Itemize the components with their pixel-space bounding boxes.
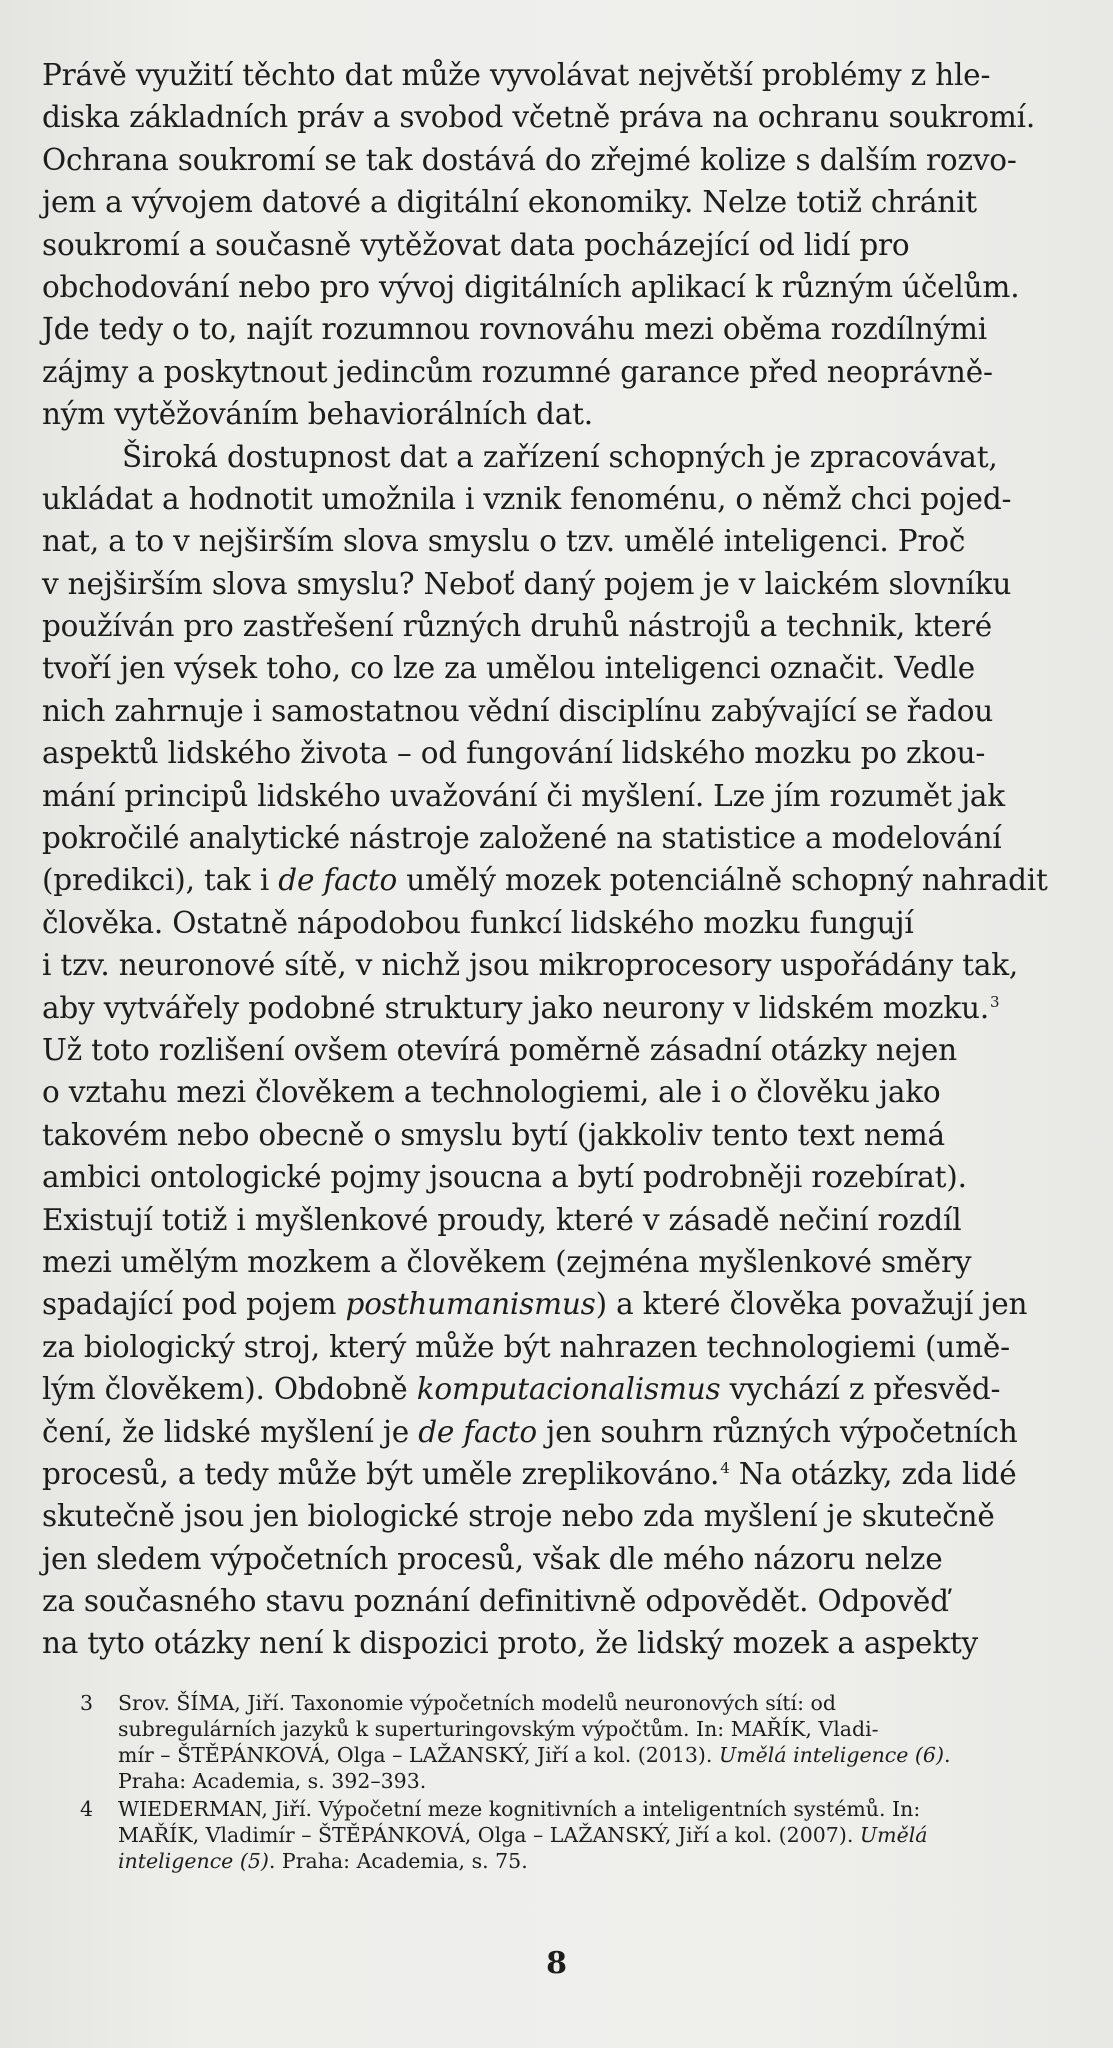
text-line: nich zahrnuje i samostatnou vědní disciplínu zabývající se řadou	[42, 693, 994, 728]
text-line: jem a vývojem datové a digitální ekonomiky. Nelze totiž chránit	[42, 185, 977, 220]
text-line	[42, 1453, 1052, 1495]
footnote-ref-4[interactable]: 4	[720, 1458, 730, 1477]
text-line	[42, 987, 1052, 1029]
footnote-line: Praha: Academia, s. 392–393.	[118, 1769, 427, 1793]
text-line	[42, 1411, 1052, 1453]
italic-term: komputacionalismus	[416, 1372, 721, 1407]
footnote-4	[80, 1796, 1040, 1874]
footnote-3	[80, 1690, 1040, 1794]
page-number: 8	[546, 1946, 567, 1981]
text-line: člověka. Ostatně nápodobou funkcí lidského mozku fungují	[42, 905, 914, 940]
text-run: čení, že lidské myšlení je	[42, 1414, 419, 1449]
text-line	[42, 1283, 1052, 1325]
italic-title: inteligence (5)	[118, 1849, 269, 1873]
text-line: zájmy a poskytnout jedincům rozumné garance před neoprávně-	[42, 354, 993, 389]
text-line: obchodování nebo pro vývoj digitálních aplikací k různým účelům.	[42, 269, 1020, 304]
text-line: Právě využití těchto dat může vyvolávat největší problémy z hle-	[42, 58, 991, 92]
text-line: mezi umělým mozkem a člověkem (zejména myšlenkové směry	[42, 1244, 972, 1279]
text-line	[42, 1368, 1052, 1410]
text-run: mír – ŠTĚPÁNKOVÁ, Olga – LAŽANSKÝ, Jiří a kol. (2013).	[118, 1743, 719, 1767]
text-line: za současného stavu poznání definitivně odpovědět. Odpověď	[42, 1584, 949, 1619]
text-line: Ochrana soukromí se tak dostává do zřejmé kolize s dalším rozvo-	[42, 142, 1017, 177]
footnote-number: 3	[80, 1691, 94, 1715]
text-run: Na otázky, zda lidé	[729, 1456, 1017, 1491]
text-run: . Praha: Academia, s. 75.	[268, 1849, 528, 1873]
footnote-line	[118, 1848, 1040, 1874]
text-line: ukládat a hodnotit umožnila i vznik fenoménu, o němž chci pojed-	[42, 481, 1012, 516]
text-line: tvoří jen výsek toho, co lze za umělou inteligenci označit. Vedle	[42, 651, 976, 686]
text-line: na tyto otázky není k dispozici proto, že lidský mozek a aspekty	[42, 1626, 978, 1661]
text-run: umělý mozek potenciálně schopný nahradit	[397, 863, 1048, 898]
text-line: jen sledem výpočetních procesů, však dle mého názoru nelze	[42, 1541, 943, 1576]
italic-term: de facto	[418, 1414, 537, 1449]
text-run: .	[943, 1743, 951, 1767]
body-text	[42, 54, 1052, 1665]
footnote-number: 4	[80, 1797, 94, 1821]
text-line: i tzv. neuronové sítě, v nichž jsou mikroprocesory uspořádány tak,	[42, 948, 1019, 983]
text-line: soukromí a současně vytěžovat data pocházející od lidí pro	[42, 227, 910, 262]
text-line: takovém nebo obecně o smyslu bytí (jakkoliv tento text nemá	[42, 1117, 945, 1152]
text-line: o vztahu mezi člověkem a technologiemi, ale i o člověku jako	[42, 1075, 941, 1110]
text-run: aby vytvářely podobné struktury jako neurony v lidském mozku.	[42, 990, 990, 1025]
footnote-line: Srov. ŠÍMA, Jiří. Taxonomie výpočetních modelů neuronových sítí: od	[118, 1691, 836, 1715]
text-line: za biologický stroj, který může být nahrazen technologiemi (umě-	[42, 1329, 1010, 1364]
italic-term: posthumanismus	[345, 1287, 596, 1322]
footnote-line	[118, 1822, 1040, 1848]
text-line: diska základních práv a svobod včetně práva na ochranu soukromí.	[42, 100, 1036, 135]
text-line	[42, 859, 1052, 901]
text-run: jen souhrn různých výpočetních	[536, 1414, 1018, 1449]
footnote-body	[118, 1796, 1040, 1874]
text-run: procesů, a tedy může být uměle zreplikováno.	[42, 1456, 720, 1491]
text-line: Existují totiž i myšlenkové proudy, které v zásadě nečiní rozdíl	[42, 1202, 962, 1237]
footnote-body	[118, 1690, 1040, 1794]
text-line: Jde tedy o to, najít rozumnou rovnováhu mezi oběma rozdílnými	[42, 312, 987, 347]
text-line: ným vytěžováním behaviorálních dat.	[42, 397, 593, 432]
italic-term: de facto	[278, 863, 398, 898]
text-line: ambici ontologické pojmy jsoucna a bytí podrobněji rozebírat).	[42, 1160, 967, 1195]
text-line: Už toto rozlišení ovšem otevírá poměrně zásadní otázky nejen	[42, 1032, 957, 1067]
text-run: vychází z přesvěd-	[720, 1372, 1001, 1407]
text-line: aspektů lidského života – od fungování lidského mozku po zkou-	[42, 736, 986, 771]
footnote-line: WIEDERMAN, Jiří. Výpočetní meze kognitivních a inteligentních systémů. In:	[118, 1797, 921, 1821]
text-line: mání principů lidského uvažování či myšlení. Lze jím rozumět jak	[42, 778, 1005, 813]
text-line: pokročilé analytické nástroje založené na statistice a modelování	[42, 821, 1002, 856]
italic-title: Umělá	[859, 1823, 928, 1847]
text-run: lým člověkem). Obdobně	[42, 1372, 417, 1407]
text-line: používán pro zastřešení různých druhů nástrojů a technik, které	[42, 609, 993, 644]
footnote-line	[118, 1742, 1040, 1768]
footnotes	[80, 1690, 1040, 1876]
text-line: v nejširším slova smyslu? Neboť daný pojem je v laickém slovníku	[42, 566, 1012, 601]
text-line: skutečně jsou jen biologické stroje nebo zda myšlení je skutečně	[42, 1499, 995, 1534]
italic-title: Umělá inteligence (6)	[718, 1743, 944, 1767]
footnote-line: subregulárních jazyků k superturingovským výpočtům. In: MAŘÍK, Vladi-	[118, 1717, 879, 1741]
text-run: (predikci), tak i	[42, 863, 279, 898]
text-run: spadající pod pojem	[42, 1287, 346, 1322]
text-run: ) a které člověka považují jen	[595, 1287, 1028, 1322]
text-run: MAŘÍK, Vladimír – ŠTĚPÁNKOVÁ, Olga – LAŽANSKÝ, Jiří a kol. (2007).	[118, 1823, 860, 1847]
text-line: nat, a to v nejširším slova smyslu o tzv. umělé inteligenci. Proč	[42, 524, 966, 559]
footnote-ref-3[interactable]: 3	[990, 992, 1000, 1011]
paragraph-start-line: Široká dostupnost dat a zařízení schopných je zpracovávat,	[122, 439, 998, 474]
